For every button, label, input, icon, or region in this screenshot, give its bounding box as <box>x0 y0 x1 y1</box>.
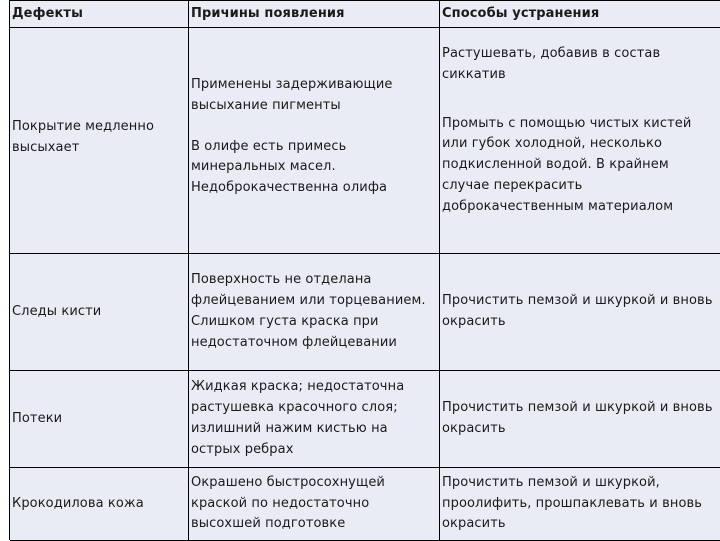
defect-cell <box>10 254 189 370</box>
defect-cell <box>10 468 189 540</box>
remedy-text: Прочистить пемзой и шкуркой и вновь окрасить <box>442 400 713 436</box>
cause-text: Окрашено быстросохнущей краской по недостаточно высохшей подготовке <box>191 474 385 532</box>
remedies-cell <box>440 254 720 370</box>
defect-text: Покрытие медленно высыхает <box>12 119 155 155</box>
table-row <box>10 468 720 541</box>
cause-text: Применены задерживающие высыхание пигменты <box>191 77 393 113</box>
causes-cell <box>189 468 440 540</box>
remedy-text: Прочистить пемзой и шкуркой, проолифить, прошпаклевать и вновь окрасить <box>442 474 703 532</box>
remedy-text: Промыть с помощью чистых кистей или губок холодной, несколько подкисленной водой. В крайнем случае перекрасить доброкачественным материалом <box>442 115 692 214</box>
cause-text: Поверхность не отделана флейцеванием или торцеванием. Слишком густа краска при недостаточном флейцевании <box>191 272 426 350</box>
header-remedies: Способы устранения <box>442 6 600 21</box>
defect-cell <box>10 371 189 467</box>
cause-text: Жидкая краска; недостаточна растушевка красочного слоя; излишний нажим кистью на острых ребрах <box>191 379 405 457</box>
remedies-cell <box>440 371 720 467</box>
defects-table <box>9 0 720 540</box>
table-row <box>10 254 720 371</box>
defect-text: Следы кисти <box>12 303 102 319</box>
table-header-row <box>10 1 720 28</box>
cause-text: В олифе есть примесь минеральных масел. Недоброкачественна олифа <box>191 138 388 196</box>
table-row <box>10 371 720 468</box>
header-defects: Дефекты <box>10 1 189 27</box>
defect-text: Потеки <box>12 410 63 426</box>
remedy-text: Растушевать, добавив в состав сиккатив <box>442 46 661 82</box>
causes-cell <box>189 254 440 370</box>
header-causes: Причины появления <box>189 1 440 27</box>
table-row <box>10 28 720 254</box>
defect-text: Крокодилова кожа <box>12 495 144 511</box>
remedies-cell <box>440 468 720 540</box>
remedy-text: Прочистить пемзой и шкуркой и вновь окрасить <box>442 293 713 329</box>
defect-cell <box>10 28 189 253</box>
causes-cell <box>189 28 440 253</box>
remedies-cell <box>440 28 720 253</box>
causes-cell <box>189 371 440 467</box>
